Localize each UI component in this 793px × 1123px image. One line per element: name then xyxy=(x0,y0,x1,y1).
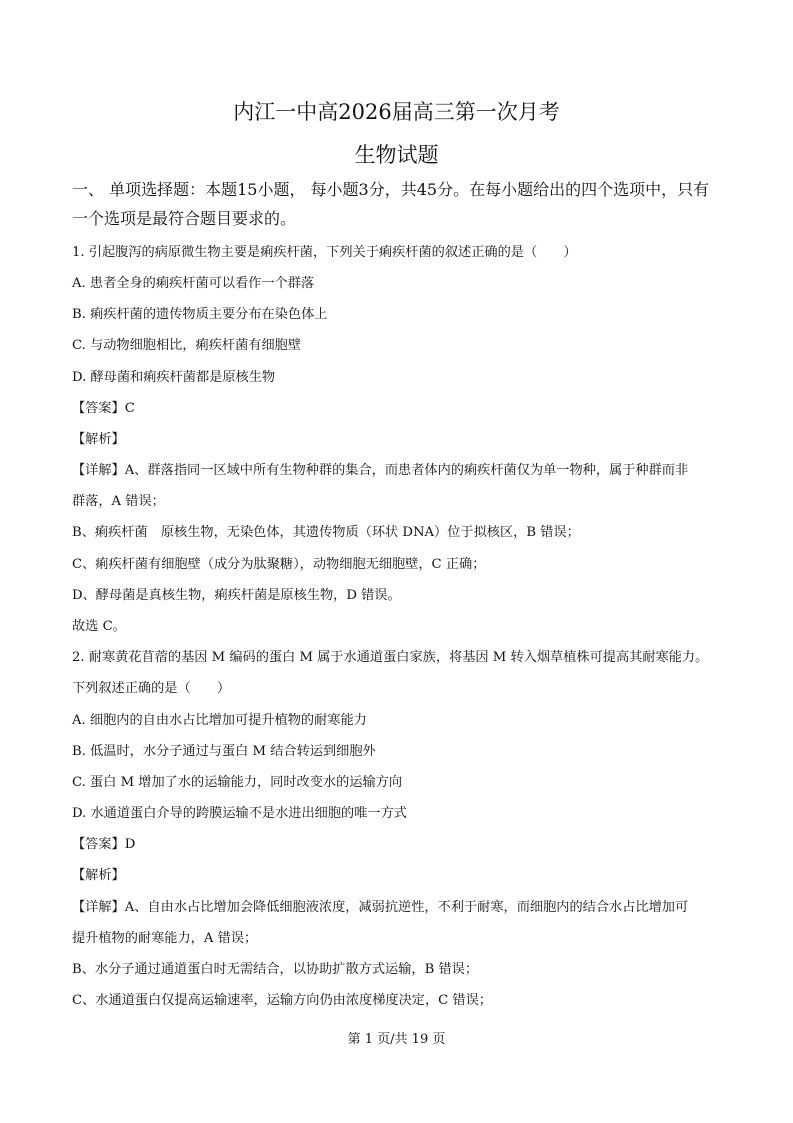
section-heading-line-1: 一、 单项选择题：本题15小题， 每小题3分，共45分。在每小题给出的四个选项中，只有 xyxy=(72,180,710,199)
exam-subtitle: 生物试题 xyxy=(354,143,439,167)
question-1-option-d: D. 酵母菌和痢疾杆菌都是原核生物 xyxy=(72,370,276,385)
page-number-footer: 第 1 页/共 19 页 xyxy=(347,1032,446,1047)
question-2-stem-line-1: 2. 耐寒黄花苜蓿的基因 M 编码的蛋白 M 属于水通道蛋白家族，将基因 M 转入烟草植株可提高其耐寒能力。 xyxy=(72,650,709,665)
question-2-detail-a-line-2: 提升植物的耐寒能力，A 错误； xyxy=(72,931,258,946)
question-2-analysis-label: 【解析】 xyxy=(72,868,125,883)
question-1-answer: 【答案】C xyxy=(72,401,135,416)
question-1-option-c: C. 与动物细胞相比，痢疾杆菌有细胞壁 xyxy=(72,338,302,353)
exam-title: 内江一中高2026届高三第一次月考 xyxy=(233,100,560,124)
question-1-analysis-label: 【解析】 xyxy=(72,432,125,447)
question-2-option-a: A. 细胞内的自由水占比增加可提升植物的耐寒能力 xyxy=(72,713,367,728)
question-2-detail-a-line-1: 【详解】A、自由水占比增加会降低细胞液浓度，减弱抗逆性，不利于耐寒，而细胞内的结合水占比增加可 xyxy=(72,900,689,915)
question-1-detail-d: D、酵母菌是真核生物，痢疾杆菌是原核生物，D 错误。 xyxy=(72,588,401,603)
question-1-option-a: A. 患者全身的痢疾杆菌可以看作一个群落 xyxy=(72,276,315,291)
question-2-detail-c: C、水通道蛋白仅提高运输速率，运输方向仍由浓度梯度决定，C 错误； xyxy=(72,993,492,1008)
question-2-stem-line-2: 下列叙述正确的是（ ） xyxy=(72,681,231,696)
question-1-detail-a-line-2: 群落，A 错误； xyxy=(72,494,165,509)
question-1-stem: 1. 引起腹泻的病原微生物主要是痢疾杆菌，下列关于痢疾杆菌的叙述正确的是（ ） xyxy=(72,245,577,260)
question-1-option-b: B. 痢疾杆菌的遗传物质主要分布在染色体上 xyxy=(72,307,328,322)
question-2-option-b: B. 低温时，水分子通过与蛋白 M 结合转运到细胞外 xyxy=(72,744,376,759)
question-1-detail-a-line-1: 【详解】A、群落指同一区域中所有生物种群的集合，而患者体内的痢疾杆菌仅为单一物种，属于种群而非 xyxy=(72,463,689,478)
question-2-detail-b: B、水分子通过通道蛋白时无需结合，以协助扩散方式运输，B 错误； xyxy=(72,962,479,977)
question-2-option-d: D. 水通道蛋白介导的跨膜运输不是水进出细胞的唯一方式 xyxy=(72,806,407,821)
question-2-option-c: C. 蛋白 M 增加了水的运输能力，同时改变水的运输方向 xyxy=(72,775,403,790)
section-heading-line-2: 一个选项是最符合题目要求的。 xyxy=(72,209,297,228)
question-1-detail-c: C、痢疾杆菌有细胞壁（成分为肽聚糖），动物细胞无细胞壁，C 正确； xyxy=(72,557,486,572)
question-1-conclusion: 故选 C。 xyxy=(72,619,126,634)
question-1-detail-b: B、痢疾杆菌 原核生物，无染色体，其遗传物质（环状 DNA）位于拟核区，B 错误； xyxy=(72,525,580,540)
question-2-answer: 【答案】D xyxy=(72,837,136,852)
